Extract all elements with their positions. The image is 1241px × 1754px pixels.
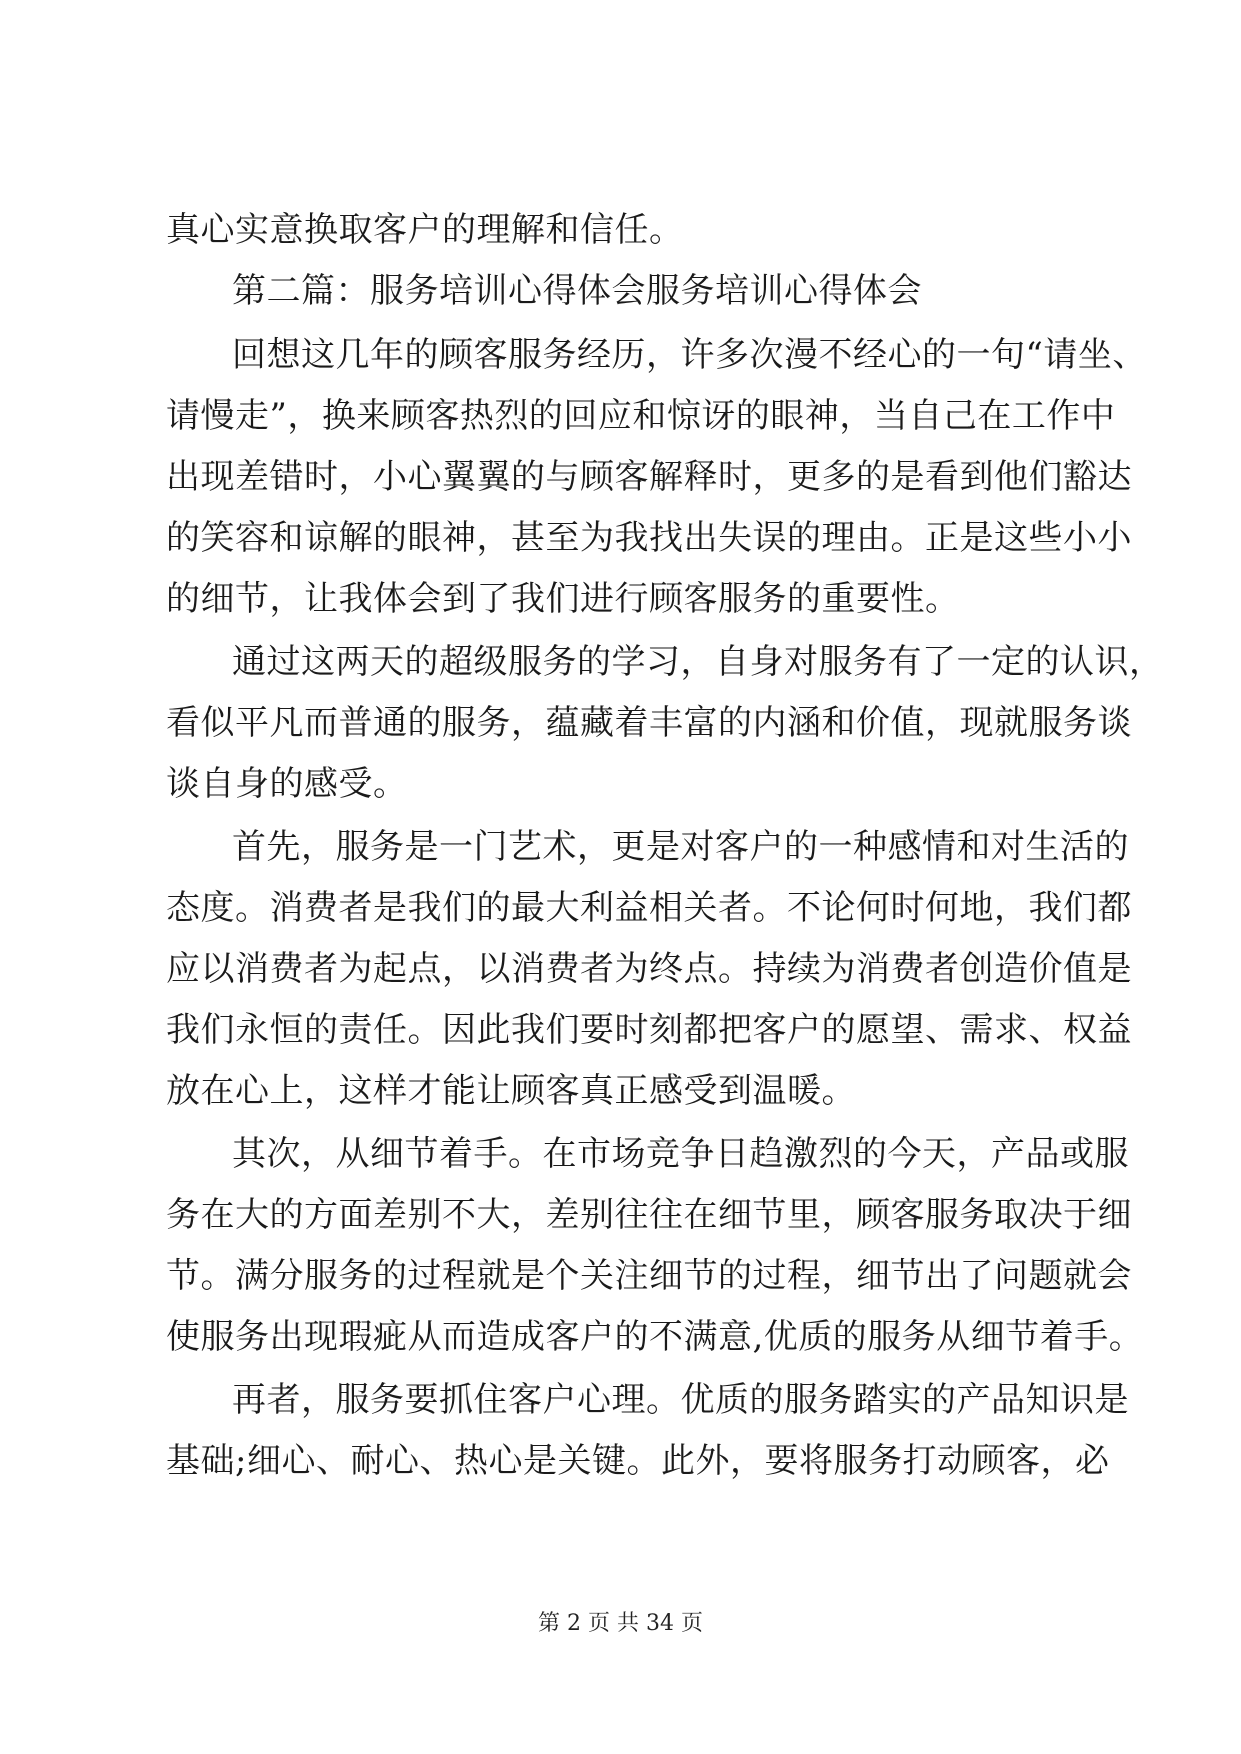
text-line: 谈自身的感受。: [166, 764, 408, 804]
text-line: 的细节，让我体会到了我们进行顾客服务的重要性。: [166, 579, 960, 619]
text-line: 使服务出现瑕疵从而造成客户的不满意,优质的服务从细节着手。: [166, 1317, 1144, 1357]
text-line: 请慢走”，换来顾客热烈的回应和惊讶的眼神，当自己在工作中: [166, 396, 1116, 436]
text-line: 通过这两天的超级服务的学习，自身对服务有了一定的认识，: [232, 642, 1164, 682]
text-line: 务在大的方面差别不大，差别往往在细节里，顾客服务取决于细: [166, 1195, 1132, 1235]
text-line: 放在心上，这样才能让顾客真正感受到温暖。: [166, 1071, 856, 1111]
section-heading: 第二篇：服务培训心得体会服务培训心得体会: [232, 271, 922, 311]
text-line: 应以消费者为起点，以消费者为终点。持续为消费者创造价值是: [166, 949, 1132, 989]
text-line: 基础;细心、耐心、热心是关键。此外，要将服务打动顾客，必: [166, 1441, 1110, 1481]
text-line: 再者，服务要抓住客户心理。优质的服务踏实的产品知识是: [232, 1380, 1129, 1420]
text-line: 我们永恒的责任。因此我们要时刻都把客户的愿望、需求、权益: [166, 1010, 1132, 1050]
text-line: 节。满分服务的过程就是个关注细节的过程，细节出了问题就会: [166, 1256, 1132, 1296]
text-line: 出现差错时，小心翼翼的与顾客解释时，更多的是看到他们豁达: [166, 457, 1132, 497]
text-line: 回想这几年的顾客服务经历，许多次漫不经心的一句“请坐、: [232, 335, 1147, 375]
text-line: 态度。消费者是我们的最大利益相关者。不论何时何地，我们都: [166, 888, 1132, 928]
text-line: 首先，服务是一门艺术，更是对客户的一种感情和对生活的: [232, 827, 1129, 867]
text-line: 真心实意换取客户的理解和信任。: [166, 210, 684, 250]
page-number-footer: 第 2 页 共 34 页: [538, 1611, 703, 1636]
text-line: 的笑容和谅解的眼神，甚至为我找出失误的理由。正是这些小小: [166, 518, 1132, 558]
text-line: 其次，从细节着手。在市场竞争日趋激烈的今天，产品或服: [232, 1134, 1129, 1174]
text-line: 看似平凡而普通的服务，蕴藏着丰富的内涵和价值，现就服务谈: [166, 703, 1132, 743]
